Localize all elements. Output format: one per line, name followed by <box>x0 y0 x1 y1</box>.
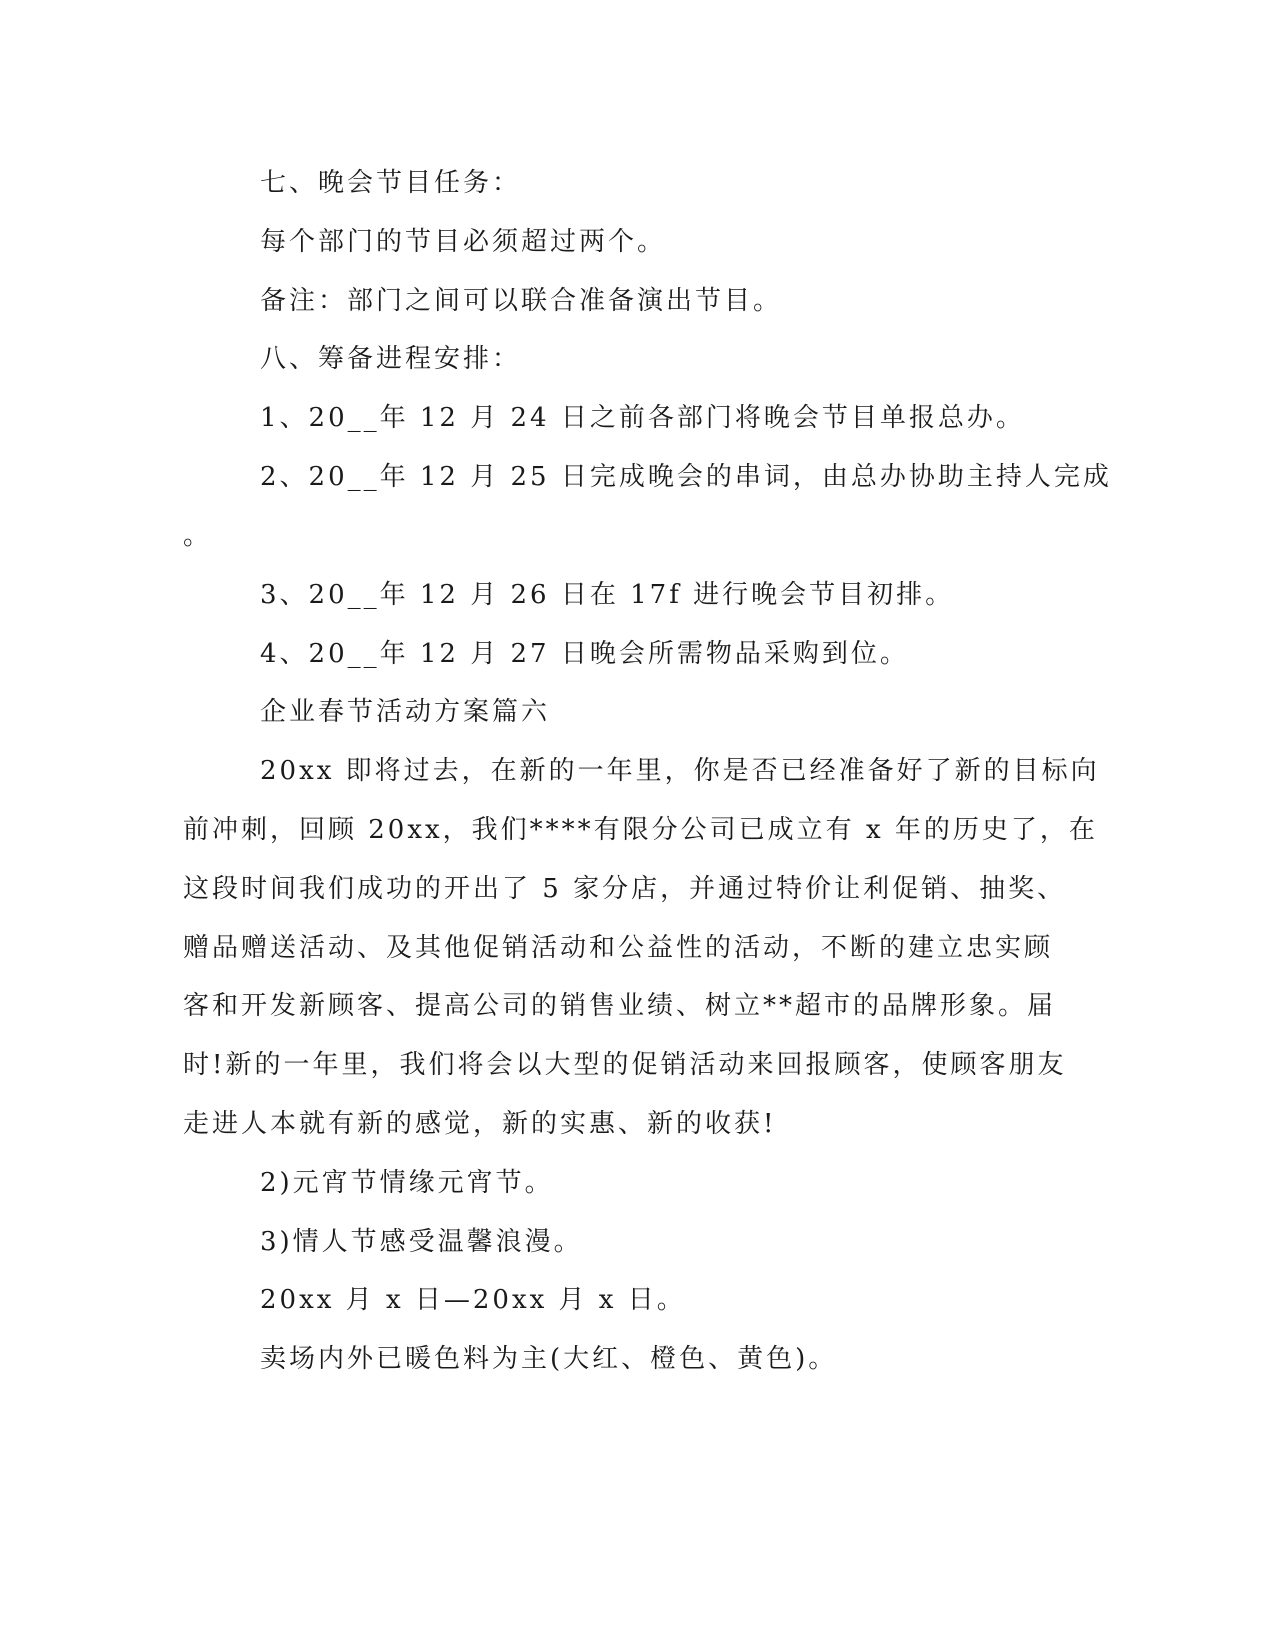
section-heading-7: 七、晚会节目任务： <box>260 168 522 198</box>
article-title: 企业春节活动方案篇六 <box>260 697 551 727</box>
paragraph-line: 每个部门的节目必须超过两个。 <box>260 227 667 257</box>
note-line: 备注：部门之间可以联合准备演出节目。 <box>260 286 783 316</box>
paragraph-line: 走进人本就有新的感觉，新的实惠、新的收获! <box>183 1109 777 1139</box>
paragraph-line: 前冲刺，回顾 20xx，我们****有限分公司已成立有 x 年的历史了，在 <box>183 815 1098 845</box>
schedule-item-3: 3、20__年 12 月 26 日在 17f 进行晚会节目初排。 <box>260 580 955 610</box>
paragraph-line: 这段时间我们成功的开出了 5 家分店，并通过特价让利促销、抽奖、 <box>183 874 1067 904</box>
paragraph-line: 卖场内外已暖色料为主(大红、橙色、黄色)。 <box>260 1344 838 1374</box>
date-range-line: 20xx 月 x 日—20xx 月 x 日。 <box>260 1285 686 1315</box>
schedule-item-1: 1、20__年 12 月 24 日之前各部门将晚会节目单报总办。 <box>260 403 1025 433</box>
list-item: 3)情人节感受温馨浪漫。 <box>260 1227 583 1257</box>
list-item: 2)元宵节情缘元宵节。 <box>260 1168 554 1198</box>
schedule-item-2: 2、20__年 12 月 25 日完成晚会的串词，由总办协助主持人完成 <box>260 462 1112 492</box>
schedule-item-2-continuation: 。 <box>183 521 213 551</box>
section-heading-8: 八、筹备进程安排： <box>260 344 522 374</box>
paragraph-line: 客和开发新顾客、提高公司的销售业绩、树立**超市的品牌形象。届 <box>183 991 1057 1021</box>
paragraph-line: 20xx 即将过去，在新的一年里，你是否已经准备好了新的目标向 <box>260 756 1100 786</box>
schedule-item-4: 4、20__年 12 月 27 日晚会所需物品采购到位。 <box>260 639 909 669</box>
paragraph-line: 时!新的一年里，我们将会以大型的促销活动来回报顾客，使顾客朋友 <box>183 1050 1067 1080</box>
paragraph-line: 赠品赠送活动、及其他促销活动和公益性的活动，不断的建立忠实顾 <box>183 933 1054 963</box>
